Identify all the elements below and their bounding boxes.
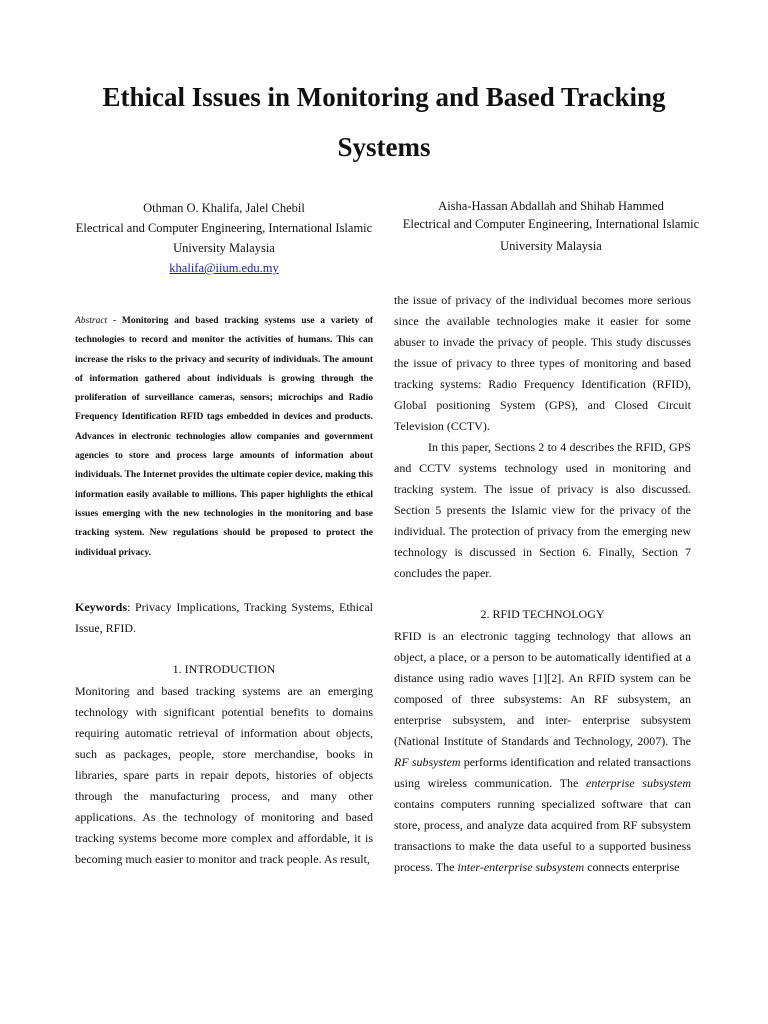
keywords bbox=[75, 597, 373, 639]
title-line-2: Systems bbox=[337, 132, 431, 162]
paragraph: the issue of privacy of the individual becomes more serious since the available technologies make it easier for some abuser to invade the privacy of people. This study discusses the issue of privacy to three types of monitoring and based tracking systems: Radio Frequency Identification (RFID), Global positioning System (GPS), and Closed Circuit Television (CCTV). bbox=[394, 293, 691, 433]
text: RFID is an electronic tagging technology that allows an object, a place, or a person to be automatically identified at a distance using radio waves [1][2]. An RFID system can be composed of three subsystems: An RF subsystem, an enterprise subsystem, and inter- enterprise subsystem (National Institute of Standards and Technology, 2007). The bbox=[394, 629, 691, 748]
author-affiliation-cont: University Malaysia bbox=[173, 241, 275, 255]
author-block-left bbox=[75, 198, 373, 278]
title-line-1: Ethical Issues in Monitoring and Based Tracking bbox=[102, 82, 666, 112]
author-names: Othman O. Khalifa, Jalel Chebil bbox=[143, 201, 305, 215]
author-block-right bbox=[394, 196, 708, 256]
rfid-body bbox=[394, 626, 691, 878]
author-affiliation: Electrical and Computer Engineering, International Islamic bbox=[402, 217, 700, 231]
keywords-list: : Privacy Implications, Tracking Systems, Ethical Issue, RFID. bbox=[75, 600, 373, 635]
keywords-label: Keywords bbox=[75, 600, 127, 614]
right-column-text bbox=[394, 290, 691, 584]
text: contains computers running specialized software that can store, process, and analyze data acquired from RF subsystem transactions to make the data useful to a supported business process. The bbox=[394, 797, 691, 874]
section-heading-introduction: 1. INTRODUCTION bbox=[172, 662, 276, 676]
author-email-link[interactable]: khalifa@iium.edu.my bbox=[169, 261, 279, 275]
abstract bbox=[75, 312, 373, 563]
author-names: Aisha-Hassan Abdallah and Shihab Hammed bbox=[438, 199, 664, 213]
text: connects enterprise bbox=[584, 860, 680, 874]
author-affiliation: Electrical and Computer Engineering, International Islamic bbox=[75, 221, 373, 235]
introduction-body: Monitoring and based tracking systems are an emerging technology with significant potential benefits to domains requiring automatic retrieval of information about objects, such as packages, people, store merchandise, books in libraries, spare parts in repair depots, histories of objects through the manufacturing process, and many other applications. As the technology of monitoring and based tracking systems become more complex and affordable, it is becoming much easier to monitor and track people. As result, bbox=[75, 684, 373, 866]
section-heading-rfid: 2. RFID TECHNOLOGY bbox=[480, 607, 605, 621]
paragraph: In this paper, Sections 2 to 4 describes the RFID, GPS and CCTV systems technology used in monitoring and tracking system. The issue of privacy is also discussed. Section 5 presents the Islamic view for the privacy of the individual. The protection of privacy from the emerging new technology is discussed in Section 6. Finally, Section 7 concludes the paper. bbox=[394, 440, 691, 580]
abstract-label: Abstract bbox=[75, 316, 108, 326]
term-enterprise-subsystem: enterprise subsystem bbox=[586, 776, 691, 790]
paper-title bbox=[40, 72, 728, 172]
term-inter-enterprise-subsystem: inter-enterprise subsystem bbox=[457, 860, 585, 874]
author-affiliation-cont: University Malaysia bbox=[500, 239, 602, 253]
term-rf-subsystem: RF subsystem bbox=[394, 755, 461, 769]
abstract-body: - Monitoring and based tracking systems use a variety of technologies to record and monitor the activities of humans. This can increase the risks to the privacy and security of individuals. The amount of information gathered about individuals is growing through the proliferation of surveillance cameras, sensors; microchips and Radio Frequency Identification RFID tags embedded in devices and products. Advances in electronic technologies allow companies and government agencies to store and process large amounts of information about individuals. The Internet provides the ultimate copier device, making this information easily available to millions. This paper highlights the ethical issues emerging with the new technologies in the monitoring and base tracking system. New regulations should be proposed to protect the individual privacy. bbox=[75, 316, 373, 558]
text: performs identification and related transactions using wireless communication. The bbox=[394, 755, 691, 790]
